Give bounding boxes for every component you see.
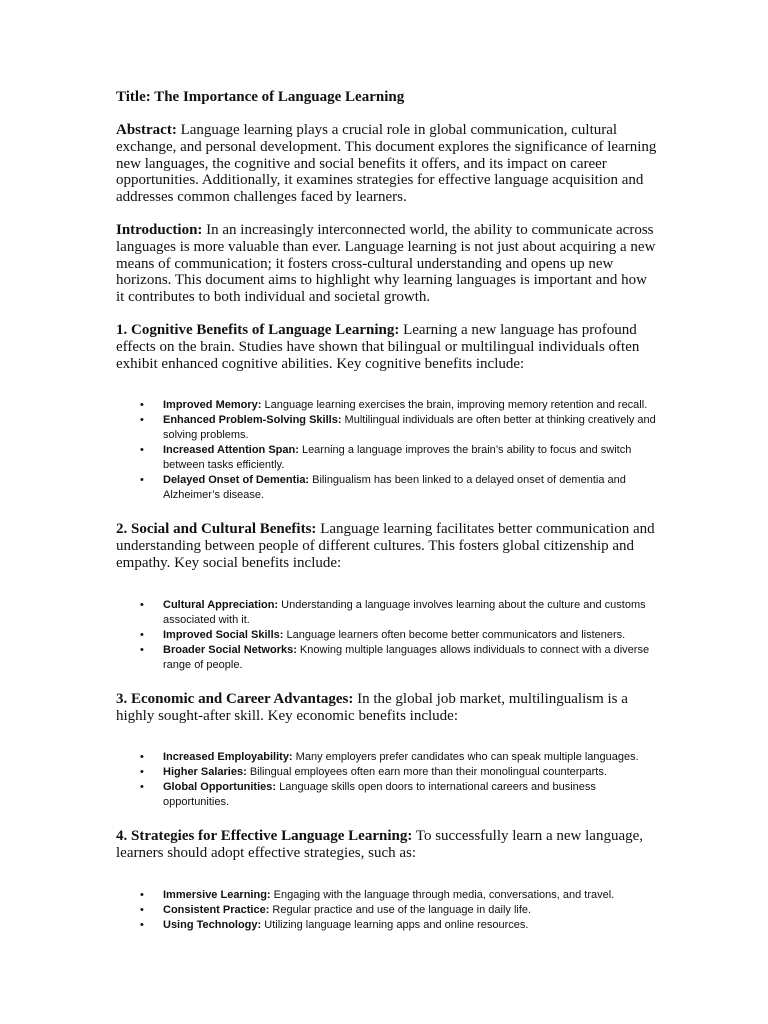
- list-item: [116, 888, 658, 903]
- abstract-label: Abstract:: [116, 122, 177, 138]
- bullet-label: Broader Social Networks:: [163, 643, 297, 656]
- bullet-label: Improved Memory:: [163, 399, 262, 412]
- bullet-label: Delayed Onset of Dementia:: [163, 474, 310, 487]
- bullet-icon: •: [140, 444, 144, 457]
- section-text: To successfully learn a new language, learners should adopt effective strategies, such as:: [116, 828, 644, 862]
- bullet-icon: •: [140, 903, 144, 916]
- section-heading: 3. Economic and Career Advantages:: [116, 690, 354, 707]
- section-paragraph: [116, 828, 658, 862]
- bullet-text: Many employers prefer candidates who can speak multiple languages.: [292, 751, 639, 764]
- bullet-label: Increased Employability:: [163, 751, 293, 764]
- bullet-icon: •: [140, 474, 144, 487]
- abstract-text: Language learning plays a crucial role in global communication, cultural exchange, and personal development. This document explores the significance of learning new languages, the cognitive and social benefits it offers, and its impact on career opportunities. Additionally, it examines strategies for effective language acquisition and addresses common challenges faced by learners.: [116, 122, 657, 206]
- list-item: [116, 598, 658, 628]
- bullet-icon: •: [140, 414, 144, 427]
- section-text: In the global job market, multilingualism is a highly sought-after skill. Key economic benefits include:: [116, 690, 628, 724]
- section-paragraph: [116, 691, 658, 725]
- section-paragraph: [116, 322, 658, 372]
- section-text: Language learning facilitates better communication and understanding between people of different cultures. This fosters global citizenship and empathy. Key social benefits include:: [116, 521, 655, 571]
- section-heading: 4. Strategies for Effective Language Learning:: [116, 828, 413, 845]
- abstract-paragraph: [116, 122, 658, 206]
- list-item: [116, 918, 658, 933]
- bullet-text: Utilizing language learning apps and online resources.: [261, 918, 529, 931]
- bullet-label: Higher Salaries:: [163, 766, 247, 779]
- bullet-label: Using Technology:: [163, 918, 262, 931]
- bullet-label: Enhanced Problem-Solving Skills:: [163, 414, 342, 427]
- introduction-label: Introduction:: [116, 221, 203, 238]
- list-item: [116, 473, 658, 503]
- list-item: [116, 628, 658, 643]
- bullet-text: Bilingualism has been linked to a delayed onset of dementia and Alzheimer’s disease.: [163, 474, 626, 502]
- section-heading: 2. Social and Cultural Benefits:: [116, 521, 317, 538]
- bullet-text: Understanding a language involves learning about the culture and customs associated with it.: [163, 598, 646, 626]
- bullet-list: [116, 878, 658, 933]
- bullet-icon: •: [140, 918, 144, 931]
- bullet-label: Improved Social Skills:: [163, 628, 284, 641]
- bullet-list: [116, 588, 658, 673]
- bullet-label: Cultural Appreciation:: [163, 598, 279, 611]
- list-item: [116, 780, 658, 810]
- bullet-icon: •: [140, 888, 144, 901]
- bullet-text: Multilingual individuals are often better at thinking creatively and solving problems.: [163, 414, 656, 442]
- section-text: Learning a new language has profound effects on the brain. Studies have shown that bilingual or multilingual individuals often exhibit enhanced cognitive abilities. Key cognitive benefits include:: [116, 321, 640, 372]
- list-item: [116, 443, 658, 473]
- bullet-label: Immersive Learning:: [163, 888, 271, 901]
- bullet-label: Global Opportunities:: [163, 781, 277, 794]
- bullet-icon: •: [140, 628, 144, 641]
- bullet-label: Consistent Practice:: [163, 903, 270, 916]
- list-item: [116, 750, 658, 765]
- bullet-text: Engaging with the language through media, conversations, and travel.: [270, 888, 615, 901]
- bullet-text: Language learners often become better communicators and listeners.: [283, 628, 626, 641]
- list-item: [116, 643, 658, 673]
- document-title: Title: The Importance of Language Learning: [116, 89, 405, 105]
- bullet-text: Regular practice and use of the language in daily life.: [269, 903, 532, 916]
- bullet-icon: •: [140, 399, 144, 412]
- bullet-icon: •: [140, 751, 144, 764]
- bullet-icon: •: [140, 781, 144, 794]
- bullet-text: Knowing multiple languages allows individuals to connect with a diverse range of people.: [163, 643, 650, 671]
- bullet-text: Bilingual employees often earn more than their monolingual counterparts.: [246, 766, 607, 779]
- bullet-text: Language skills open doors to international careers and business opportunities.: [163, 781, 596, 809]
- bullet-list: [116, 740, 658, 810]
- introduction-text: In an increasingly interconnected world, the ability to communicate across languages is more valuable than ever. Language learning is not just about acquiring a new means of communication; it fosters cross-cultural understanding and opens up new horizons. This document aims to highlight why learning languages is important and how it contributes to both individual and societal growth.: [116, 221, 656, 306]
- section-paragraph: [116, 521, 658, 571]
- list-item: [116, 413, 658, 443]
- list-item: [116, 903, 658, 918]
- bullet-icon: •: [140, 766, 144, 779]
- section-heading: 1. Cognitive Benefits of Language Learning:: [116, 321, 400, 338]
- bullet-icon: •: [140, 643, 144, 656]
- list-item: [116, 765, 658, 780]
- bullet-text: Language learning exercises the brain, improving memory retention and recall.: [261, 399, 648, 412]
- bullet-icon: •: [140, 598, 144, 611]
- bullet-label: Increased Attention Span:: [163, 444, 299, 457]
- introduction-paragraph: [116, 222, 658, 306]
- list-item: [116, 398, 658, 413]
- bullet-text: Learning a language improves the brain’s ability to focus and switch between tasks efficiently.: [163, 444, 632, 472]
- bullet-list: [116, 388, 658, 503]
